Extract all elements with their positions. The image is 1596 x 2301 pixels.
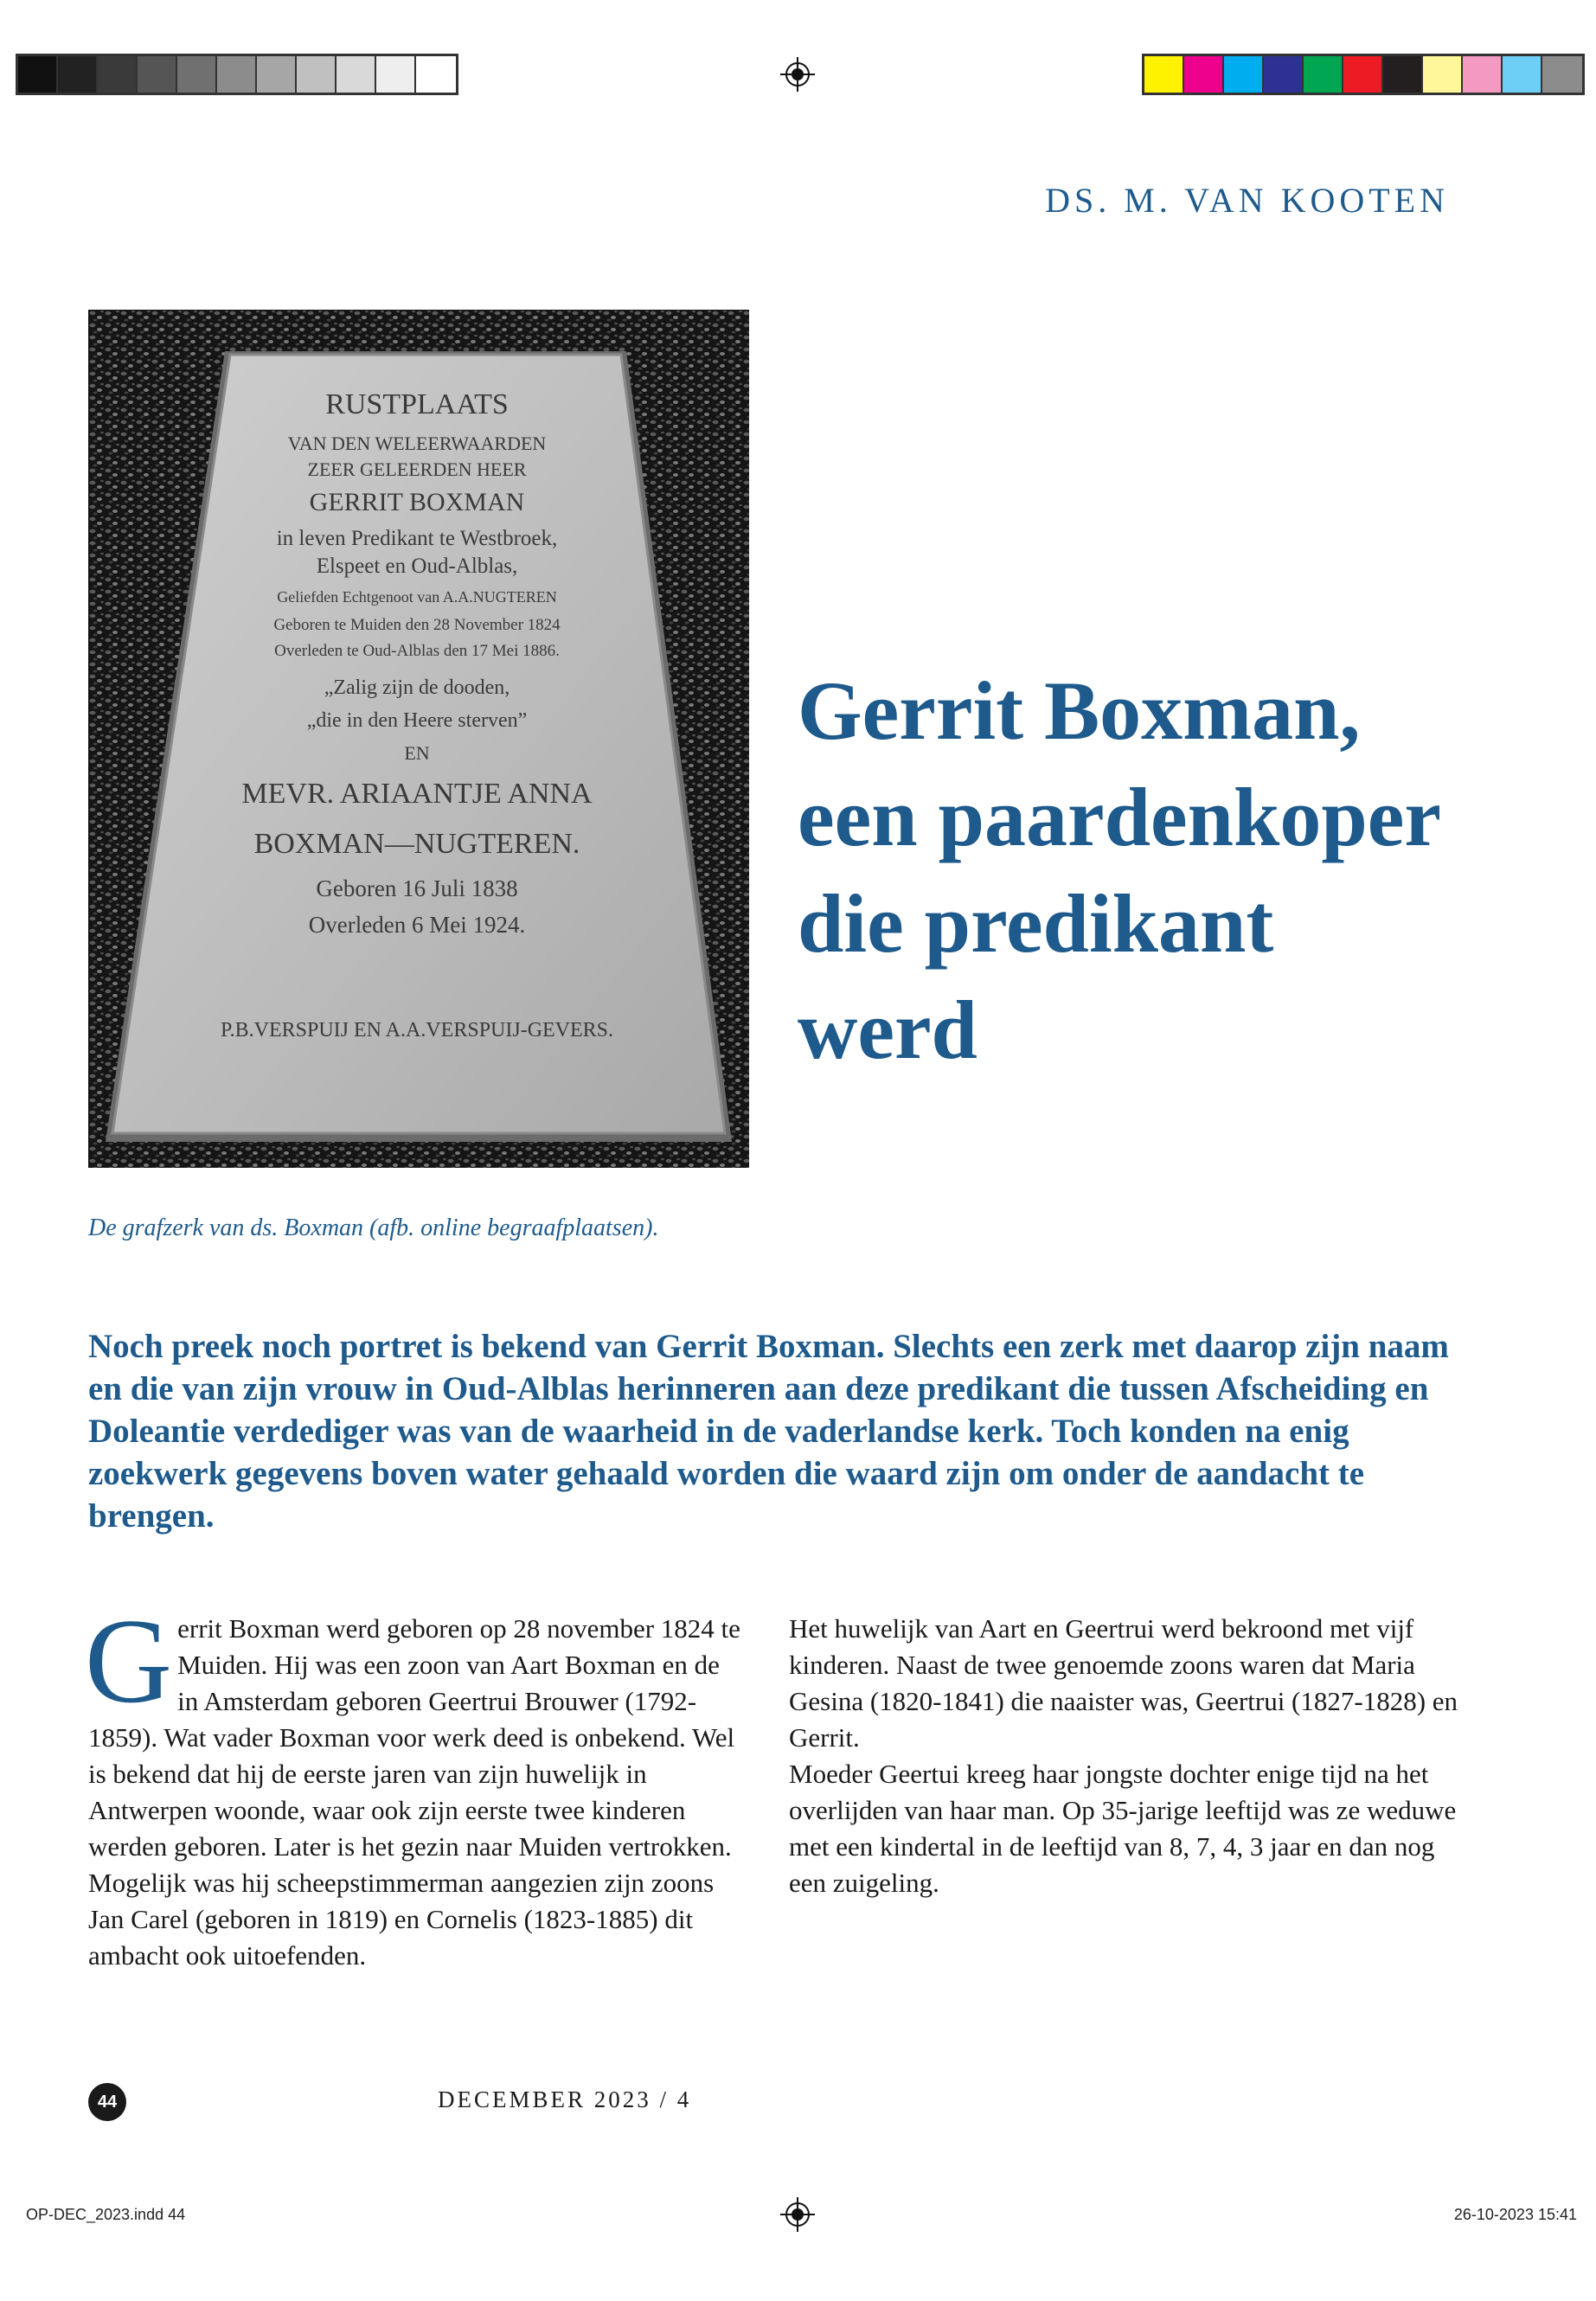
inscription-line: BOXMAN—NUGTEREN. [253,828,580,860]
date-slug: 26-10-2023 15:41 [1453,2206,1577,2223]
color-swatch [1224,56,1264,93]
inscription-line: P.B.VERSPUIJ EN A.A.VERSPUIJ-GEVERS. [220,1019,614,1042]
color-swatch [1383,56,1423,93]
color-swatch [18,56,58,93]
inscription-line: ZEER GELEERDEN HEER [307,458,527,480]
color-swatch [177,56,217,93]
process-color-bar [1142,54,1585,95]
author-byline: DS. M. VAN KOOTEN [1045,181,1449,220]
color-swatch [1503,56,1542,93]
inscription-line: Overleden te Oud-Alblas den 17 Mei 1886. [274,642,560,660]
inscription-line: Geboren te Muiden den 28 November 1824 [273,616,561,634]
color-swatch [217,56,257,93]
photo-caption: De grafzerk van ds. Boxman (afb. online begraafplaatsen). [88,1215,659,1241]
article-title: Gerrit Boxman, een paardenkoper die predikant werd [798,664,1440,1076]
color-swatch [1264,56,1304,93]
issue-label: DECEMBER 2023 / 4 [438,2086,692,2112]
color-swatch [1542,56,1582,93]
inscription-line: VAN DEN WELEERWAARDEN [287,433,547,454]
color-swatch [1343,56,1383,93]
color-swatch [1463,56,1503,93]
body-paragraph: Het huwelijk van Aart en Geertrui werd bekroond met vijf kinderen. Naast de twee genoemde zoons waren dat Maria Gesina (1820-1841) die naaister was, Geertrui (1827-1828) en Gerrit. [789,1613,1458,1753]
color-swatch [376,56,416,93]
color-swatch [257,56,297,93]
color-swatch [1304,56,1343,93]
color-swatch [138,56,177,93]
registration-mark-icon [780,2197,815,2232]
page-number: 44 [88,2083,126,2121]
body-paragraph: Moeder Geertui kreeg haar jongste dochter enige tijd na het overlijden van haar man. Op 35-jarige leeftijd was ze weduwe met een kindertal in de leeftijd van 8, 7, 4, 3 jaar en dan nog een zuigeling. [789,1759,1457,1898]
inscription-line: Geliefden Echtgenoot van A.A.NUGTEREN [277,588,557,606]
color-swatch [1423,56,1463,93]
inscription-line: GERRIT BOXMAN [309,488,525,516]
inscription-line: „die in den Heere sterven” [306,709,528,732]
inscription-line: Geboren 16 Juli 1838 [316,875,518,901]
inscription-line: RUSTPLAATS [325,388,509,420]
inscription-line: MEVR. ARIAANTJE ANNA [241,778,593,810]
color-swatch [297,56,337,93]
file-slug: OP-DEC_2023.indd 44 [26,2206,186,2223]
color-swatch [337,56,376,93]
tombstone-illustration [88,310,749,1168]
grayscale-color-bar [16,54,458,95]
body-column-left [85,1594,746,1974]
body-column-right [789,1611,1459,1901]
color-swatch [1144,56,1184,93]
inscription-line: „Zalig zijn de dooden, [324,676,510,699]
color-swatch [1184,56,1224,93]
color-swatch [416,56,456,93]
drop-cap: G [85,1594,173,1728]
tombstone-photo [88,310,749,1168]
inscription-line: in leven Predikant te Westbroek, [276,527,558,550]
color-swatch [98,56,138,93]
article-intro: Noch preek noch portret is bekend van Gerrit Boxman. Slechts een zerk met daarop zijn naam en die van zijn vrouw in Oud-Alblas herinneren aan deze predikant die tussen Afscheiding en Doleantie verdediger was van de waarheid in de vaderlandse kerk. Toch konden na enig zoekwerk gegevens boven water gehaald worden die waard zijn om onder de aandacht te brengen. [88,1328,1449,1535]
color-swatch [58,56,98,93]
body-paragraph: errit Boxman werd geboren op 28 november 1824 te Muiden. Hij was een zoon van Aart Boxman en de in Amsterdam geboren Geertrui Brouwer (1792-1859). Wat vader Boxman voor werk deed is onbekend. Wel is bekend dat hij de eerste jaren van zijn huwelijk in Antwerpen woonde, waar ook zijn eerste twee kinderen werden geboren. Later is het gezin naar Muiden vertrokken. Mogelijk was hij scheepstimmerman aangezien zijn zoons Jan Carel (geboren in 1819) en Cornelis (1823-1885) dit ambacht ook uitoefenden. [88,1613,740,1971]
registration-mark-icon [780,57,815,92]
inscription-line: Elspeet en Oud-Alblas, [316,554,518,578]
inscription-line: EN [404,742,430,764]
inscription-line: Overleden 6 Mei 1924. [308,912,526,938]
